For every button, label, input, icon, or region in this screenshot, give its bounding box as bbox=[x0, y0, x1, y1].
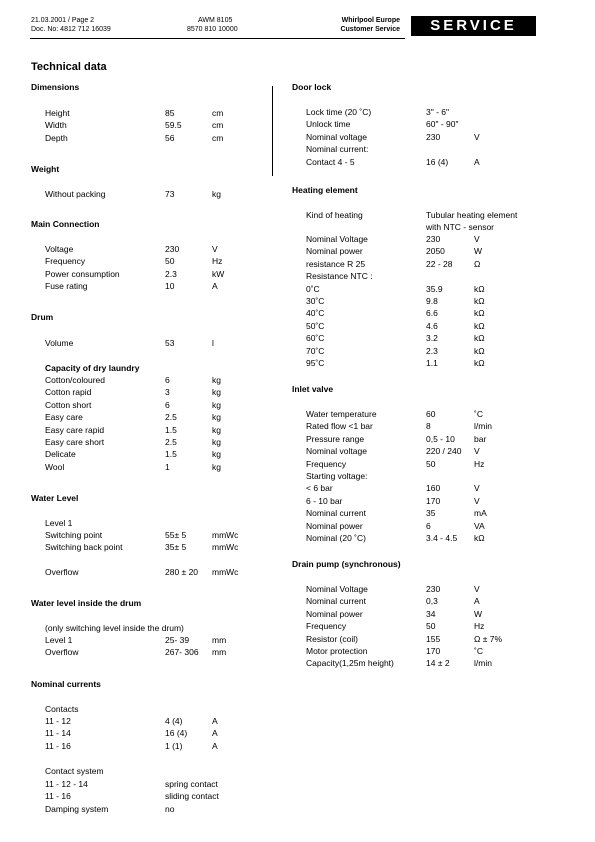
row-unit: V bbox=[212, 244, 218, 254]
row-value: 60 bbox=[426, 409, 436, 419]
row-unit: A bbox=[474, 596, 480, 607]
row-value: 16 (4) bbox=[165, 728, 188, 739]
row-unit: kg bbox=[212, 424, 221, 435]
row-value: 170 bbox=[426, 646, 441, 656]
header-doc-no: Doc. No: 4812 712 16039 bbox=[31, 26, 111, 33]
row-value: 16 (4) bbox=[426, 156, 449, 167]
row-unit: kΩ bbox=[474, 358, 485, 368]
row-value: 25- 39 bbox=[165, 635, 190, 645]
spec-row bbox=[45, 256, 285, 267]
row-label: 70˚C bbox=[306, 345, 325, 356]
spec-row bbox=[306, 621, 546, 632]
section-heading-drum: Drum bbox=[31, 312, 54, 322]
spec-row bbox=[306, 483, 546, 494]
row-label: 11 - 12 - 14 bbox=[45, 779, 88, 789]
row-unit: kΩ bbox=[474, 308, 485, 319]
row-value: 1.5 bbox=[165, 449, 177, 460]
row-label: Easy care rapid bbox=[45, 424, 105, 435]
row-label: Nominal current: bbox=[306, 144, 369, 155]
header-model: AWM 8105 bbox=[198, 17, 233, 24]
section-heading-heating-element: Heating element bbox=[292, 185, 358, 195]
spec-row bbox=[306, 119, 546, 130]
row-value: 0,5 - 10 bbox=[426, 433, 455, 444]
row-label: Without packing bbox=[45, 189, 106, 199]
row-value: 3.2 bbox=[426, 333, 438, 344]
row-label: Pressure range bbox=[306, 433, 365, 444]
row-unit: kg bbox=[212, 399, 221, 410]
spec-row bbox=[45, 791, 285, 802]
row-value: 2.5 bbox=[165, 412, 177, 423]
row-value: 1.5 bbox=[165, 424, 177, 435]
row-value: 14 ± 2 bbox=[426, 658, 450, 669]
row-value: 6 bbox=[165, 375, 170, 385]
row-unit: V bbox=[474, 483, 480, 494]
row-label: Cotton short bbox=[45, 399, 92, 410]
spec-row bbox=[306, 634, 546, 645]
row-unit: kΩ bbox=[474, 283, 485, 294]
section-heading-nominal-currents: Nominal currents bbox=[31, 679, 101, 689]
heating-kind-value: Tubular heating element bbox=[426, 210, 518, 220]
row-label: 11 - 16 bbox=[45, 791, 71, 802]
row-value: 230 bbox=[426, 131, 441, 142]
spec-row bbox=[306, 333, 546, 344]
spec-row bbox=[306, 596, 546, 607]
spec-row bbox=[45, 804, 285, 815]
spec-row bbox=[306, 533, 546, 544]
row-label: Switching back point bbox=[45, 542, 123, 553]
row-value: 170 bbox=[426, 495, 441, 506]
row-unit: kg bbox=[212, 387, 221, 398]
row-value: spring contact bbox=[165, 779, 218, 789]
row-label: Height bbox=[45, 108, 70, 118]
row-value: 4 (4) bbox=[165, 716, 183, 726]
row-unit: l/min bbox=[474, 658, 492, 669]
row-value: 230 bbox=[165, 244, 180, 254]
spec-row bbox=[45, 779, 285, 790]
row-unit: cm bbox=[212, 132, 224, 143]
row-value: 6 bbox=[165, 399, 170, 410]
row-value: 10 bbox=[165, 281, 175, 292]
row-label: Nominal power bbox=[306, 246, 363, 257]
row-label: Capacity(1,25m height) bbox=[306, 658, 394, 669]
row-label: Overflow bbox=[45, 647, 79, 658]
spec-row bbox=[306, 471, 546, 482]
row-label: Voltage bbox=[45, 244, 74, 254]
row-value: 73 bbox=[165, 189, 175, 199]
section-heading-weight: Weight bbox=[31, 164, 60, 174]
row-unit: kg bbox=[212, 449, 221, 460]
row-label: Nominal voltage bbox=[306, 446, 367, 457]
row-unit: W bbox=[474, 246, 483, 257]
row-value: 155 bbox=[426, 633, 441, 644]
row-unit: Hz bbox=[474, 458, 485, 469]
row-value: 2.3 bbox=[426, 345, 438, 356]
row-unit: kg bbox=[212, 189, 221, 199]
row-value: 55± 5 bbox=[165, 530, 187, 540]
spec-row bbox=[306, 434, 546, 445]
row-value: 85 bbox=[165, 108, 175, 118]
row-label: 0˚C bbox=[306, 283, 320, 294]
section-heading-drain-pump: Drain pump (synchronous) bbox=[292, 559, 401, 569]
row-label: 95˚C bbox=[306, 358, 325, 368]
row-label: Nominal voltage bbox=[306, 131, 367, 142]
spec-row bbox=[45, 462, 285, 473]
row-unit: mmWc bbox=[212, 542, 239, 553]
row-unit: mm bbox=[212, 635, 227, 645]
section-heading-dimensions: Dimensions bbox=[31, 82, 80, 92]
row-unit: kg bbox=[212, 437, 221, 447]
row-value: 280 ± 20 bbox=[165, 567, 199, 577]
row-value: 2.5 bbox=[165, 437, 177, 447]
row-value: 22 - 28 bbox=[426, 258, 453, 269]
row-label: 60˚C bbox=[306, 333, 325, 344]
row-label: Cotton rapid bbox=[45, 387, 92, 398]
spec-row bbox=[306, 508, 546, 519]
spec-row bbox=[45, 400, 285, 411]
spec-row bbox=[45, 387, 285, 398]
row-unit: V bbox=[474, 131, 480, 142]
spec-row bbox=[306, 271, 546, 282]
row-unit: V bbox=[474, 234, 480, 244]
row-unit: cm bbox=[212, 108, 224, 118]
row-unit: kg bbox=[212, 461, 221, 472]
spec-row bbox=[45, 425, 285, 436]
row-unit: kΩ bbox=[474, 333, 485, 344]
row-label: Nominal Voltage bbox=[306, 584, 368, 594]
row-label: Frequency bbox=[306, 621, 347, 632]
row-label: Fuse rating bbox=[45, 281, 88, 292]
page-title: Technical data bbox=[31, 61, 107, 73]
row-unit: kΩ bbox=[474, 296, 485, 306]
row-value: 35 bbox=[426, 508, 436, 519]
row-value: 220 / 240 bbox=[426, 446, 462, 457]
row-label: 11 - 16 bbox=[45, 740, 71, 751]
spec-row bbox=[306, 421, 546, 432]
row-unit: V bbox=[474, 584, 480, 594]
spec-row bbox=[45, 567, 285, 578]
row-label: Delicate bbox=[45, 449, 76, 460]
row-label: Contact 4 - 5 bbox=[306, 156, 355, 167]
row-label: Motor protection bbox=[306, 646, 368, 656]
row-value: 6 bbox=[426, 520, 431, 531]
spec-row bbox=[45, 269, 285, 280]
row-unit: mA bbox=[474, 508, 487, 519]
row-label: Nominal current bbox=[306, 596, 366, 607]
row-value: 50 bbox=[426, 621, 436, 632]
row-label: Resistor (coil) bbox=[306, 633, 358, 644]
row-unit: W bbox=[474, 608, 483, 619]
row-value: 267- 306 bbox=[165, 647, 199, 658]
row-value: 1 bbox=[165, 461, 170, 472]
row-label: 11 - 12 bbox=[45, 716, 71, 726]
row-label: < 6 bar bbox=[306, 483, 333, 494]
row-value: 230 bbox=[426, 234, 441, 244]
row-unit: Hz bbox=[212, 256, 223, 267]
spec-row bbox=[306, 521, 546, 532]
heating-kind-label: Kind of heating bbox=[306, 210, 363, 220]
row-unit: Hz bbox=[474, 621, 485, 632]
row-label: Starting voltage: bbox=[306, 471, 368, 481]
spec-row bbox=[45, 530, 285, 541]
section-heading-inlet-valve: Inlet valve bbox=[292, 384, 334, 394]
heating-kind-value-2: with NTC - sensor bbox=[426, 222, 495, 232]
row-label: Nominal Voltage bbox=[306, 234, 368, 244]
row-label: 40˚C bbox=[306, 308, 325, 319]
row-unit: Ω ± 7% bbox=[474, 633, 503, 644]
service-banner: SERVICE bbox=[411, 16, 536, 36]
spec-row bbox=[45, 728, 285, 739]
row-value: 34 bbox=[426, 608, 436, 619]
spec-row bbox=[45, 741, 285, 752]
spec-row bbox=[306, 321, 546, 332]
row-label: Rated flow <1 bar bbox=[306, 421, 373, 432]
row-unit: cm bbox=[212, 120, 224, 131]
row-unit: A bbox=[212, 740, 218, 751]
spec-row bbox=[45, 635, 285, 646]
row-unit: l/min bbox=[474, 421, 492, 432]
spec-row bbox=[306, 346, 546, 357]
row-unit: A bbox=[212, 728, 218, 739]
row-value: sliding contact bbox=[165, 791, 219, 802]
row-label: Frequency bbox=[45, 256, 86, 267]
spec-row bbox=[306, 646, 546, 657]
row-label: Power consumption bbox=[45, 268, 120, 279]
row-unit: kΩ bbox=[474, 320, 485, 331]
row-unit: A bbox=[212, 716, 218, 726]
spec-row bbox=[306, 296, 546, 307]
row-value: 59.5 bbox=[165, 120, 182, 131]
row-label: 50˚C bbox=[306, 320, 325, 331]
spec-row bbox=[45, 449, 285, 460]
row-value: 0,3 bbox=[426, 596, 438, 607]
row-label: 6 - 10 bar bbox=[306, 495, 343, 506]
row-value: 4.6 bbox=[426, 320, 438, 331]
row-value: 1.1 bbox=[426, 358, 438, 368]
spec-row bbox=[306, 157, 546, 168]
row-label: Unlock time bbox=[306, 119, 351, 130]
row-label: Width bbox=[45, 120, 67, 131]
row-label: Easy care short bbox=[45, 437, 105, 447]
section-heading-door-lock: Door lock bbox=[292, 82, 332, 92]
spec-row bbox=[306, 284, 546, 295]
spec-row bbox=[306, 658, 546, 669]
row-value: 56 bbox=[165, 132, 175, 143]
row-label: Nominal power bbox=[306, 520, 363, 531]
row-value: 160 bbox=[426, 483, 441, 494]
spec-row bbox=[45, 133, 285, 144]
row-unit: A bbox=[474, 156, 480, 167]
row-label: Resistance NTC : bbox=[306, 271, 373, 282]
contacts-label: Contacts bbox=[45, 704, 79, 714]
row-label: Water temperature bbox=[306, 409, 377, 419]
spec-row bbox=[45, 120, 285, 131]
row-unit: VA bbox=[474, 520, 485, 531]
row-label: Frequency bbox=[306, 458, 347, 469]
row-value: 230 bbox=[426, 584, 441, 594]
section-heading-water-level-drum: Water level inside the drum bbox=[31, 598, 142, 608]
row-label: Switching point bbox=[45, 530, 103, 540]
row-value: no bbox=[165, 803, 175, 814]
row-value: 53 bbox=[165, 338, 175, 348]
spec-row bbox=[306, 459, 546, 470]
row-unit: mmWc bbox=[212, 567, 239, 577]
spec-row bbox=[306, 107, 546, 118]
spec-row bbox=[306, 609, 546, 620]
spec-row bbox=[306, 308, 546, 319]
spec-row bbox=[306, 132, 546, 143]
spec-row bbox=[45, 244, 285, 255]
row-label: Nominal (20 ˚C) bbox=[306, 533, 366, 543]
row-unit: kg bbox=[212, 412, 221, 423]
spec-row bbox=[45, 647, 285, 658]
spec-row bbox=[45, 412, 285, 423]
row-unit: Ω bbox=[474, 258, 481, 269]
level-label: Level 1 bbox=[45, 518, 73, 528]
row-label: Cotton/coloured bbox=[45, 375, 106, 385]
spec-row bbox=[45, 108, 285, 119]
spec-row bbox=[45, 338, 285, 349]
row-label: Depth bbox=[45, 132, 68, 143]
row-unit: kW bbox=[212, 268, 225, 279]
row-value: 2.3 bbox=[165, 268, 177, 279]
spec-row bbox=[306, 409, 546, 420]
spec-row bbox=[45, 542, 285, 553]
header-rule bbox=[30, 38, 405, 39]
row-unit: kΩ bbox=[474, 533, 485, 543]
row-value: 3" - 6" bbox=[426, 107, 450, 117]
row-value: 2050 bbox=[426, 246, 445, 257]
row-label: Level 1 bbox=[45, 635, 73, 645]
row-label: Lock time (20 ˚C) bbox=[306, 107, 372, 117]
row-label: Nominal current bbox=[306, 508, 366, 519]
row-unit: kΩ bbox=[474, 345, 485, 356]
row-unit: ˚C bbox=[474, 646, 483, 656]
spec-row bbox=[45, 281, 285, 292]
drum-level-note: (only switching level inside the drum) bbox=[45, 623, 184, 633]
row-value: 50 bbox=[426, 458, 436, 469]
spec-row bbox=[306, 496, 546, 507]
row-value: 50 bbox=[165, 256, 175, 267]
row-unit: mmWc bbox=[212, 530, 239, 540]
spec-row bbox=[45, 375, 285, 386]
row-unit: V bbox=[474, 446, 480, 457]
row-label: Overflow bbox=[45, 567, 79, 577]
spec-row bbox=[45, 189, 285, 200]
spec-row bbox=[306, 234, 546, 245]
row-unit: l bbox=[212, 338, 214, 348]
section-heading-water-level: Water Level bbox=[31, 493, 79, 503]
row-value: 35.9 bbox=[426, 283, 443, 294]
subheading-capacity: Capacity of dry laundry bbox=[45, 363, 140, 373]
row-value: 8 bbox=[426, 421, 431, 432]
row-value: 1 (1) bbox=[165, 740, 183, 751]
row-value: 60" - 90" bbox=[426, 119, 459, 130]
row-unit: kg bbox=[212, 375, 221, 385]
spec-row bbox=[306, 259, 546, 270]
row-label: 30˚C bbox=[306, 296, 325, 306]
row-label: Damping system bbox=[45, 803, 109, 814]
row-unit: ˚C bbox=[474, 409, 483, 419]
spec-row bbox=[306, 246, 546, 257]
row-value: 3 bbox=[165, 387, 170, 398]
row-value: 6.6 bbox=[426, 308, 438, 319]
spec-row bbox=[306, 144, 546, 155]
spec-row bbox=[45, 716, 285, 727]
row-label: resistance R 25 bbox=[306, 258, 366, 269]
row-label: Nominal power bbox=[306, 608, 363, 619]
row-label: 11 - 14 bbox=[45, 728, 71, 739]
row-label: Easy care bbox=[45, 412, 83, 423]
row-unit: bar bbox=[474, 433, 487, 444]
section-heading-main-connection: Main Connection bbox=[31, 219, 100, 229]
header-date-page: 21.03.2001 / Page 2 bbox=[31, 17, 95, 24]
row-unit: mm bbox=[212, 647, 227, 658]
row-value: 9.8 bbox=[426, 296, 438, 306]
spec-row bbox=[306, 358, 546, 369]
row-unit: V bbox=[474, 495, 480, 506]
row-label: Volume bbox=[45, 338, 74, 348]
header-model-number: 8570 810 10000 bbox=[187, 26, 238, 33]
row-label: Wool bbox=[45, 461, 65, 472]
row-unit: A bbox=[212, 281, 218, 292]
header-department: Customer Service bbox=[340, 26, 400, 33]
header-company: Whirlpool Europe bbox=[341, 17, 400, 24]
contact-system-label: Contact system bbox=[45, 766, 104, 776]
row-value: 3.4 - 4.5 bbox=[426, 533, 458, 543]
row-value: 35± 5 bbox=[165, 542, 187, 553]
spec-row bbox=[306, 584, 546, 595]
spec-row bbox=[306, 446, 546, 457]
spec-row bbox=[45, 437, 285, 448]
